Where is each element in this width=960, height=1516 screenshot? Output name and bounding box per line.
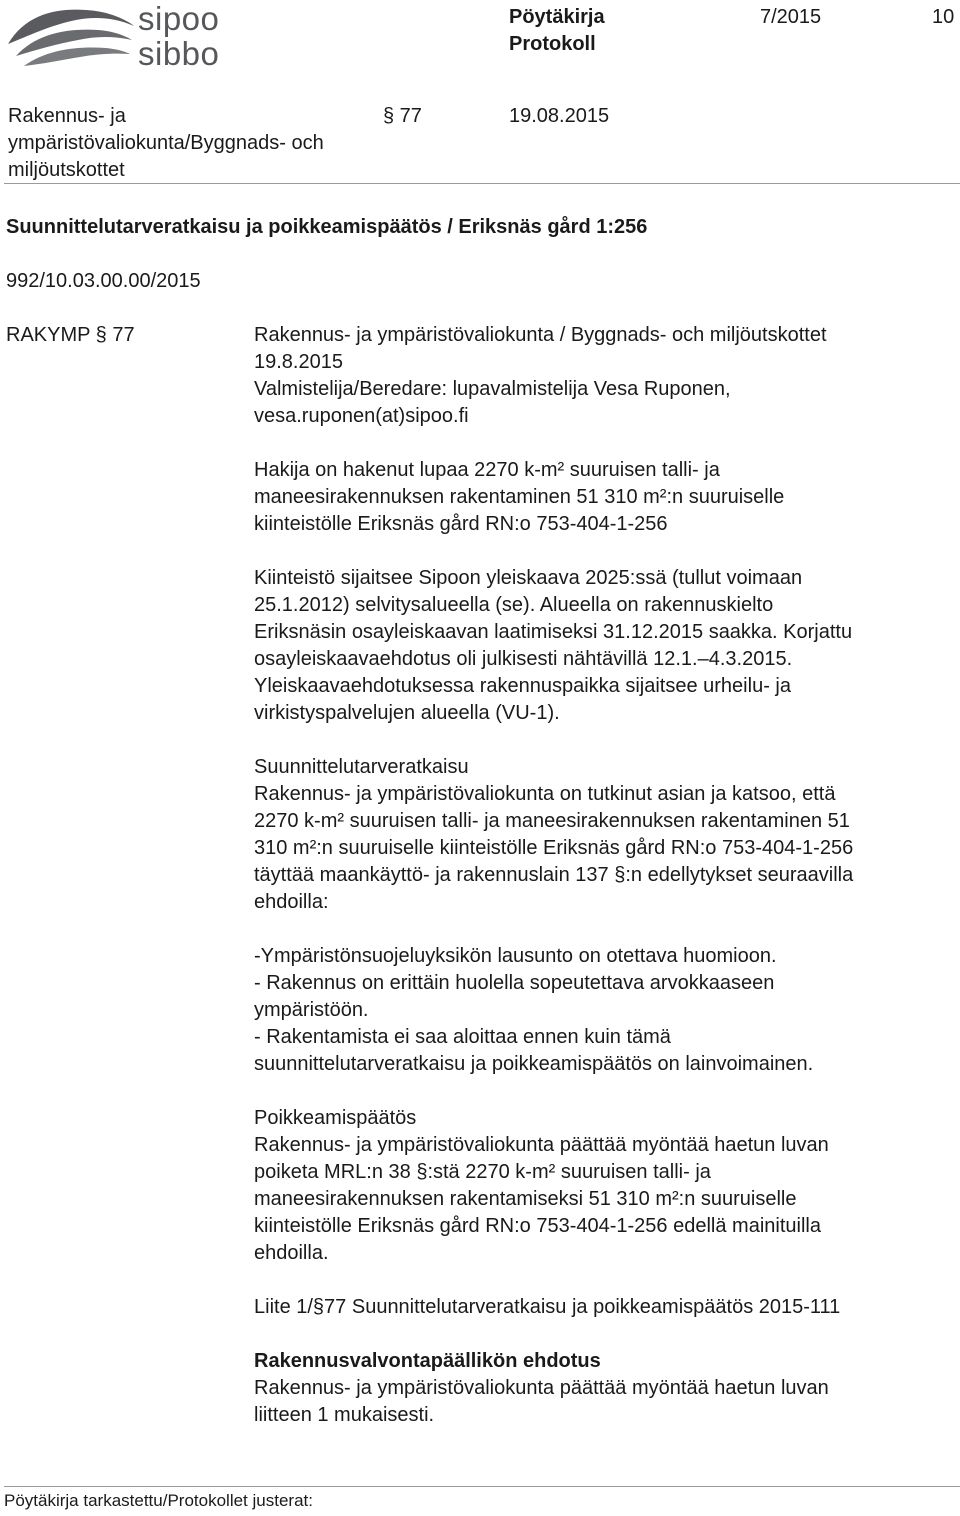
p2-line-3: Eriksnäsin osayleiskaavan laatimiseksi 31.12.2015 saakka. Korjattu bbox=[254, 621, 853, 643]
p3-line-5: täyttää maankäyttö- ja rakennuslain 137 §:n edellytykset seuraavilla bbox=[254, 864, 854, 886]
intro-line-4: vesa.ruponen(at)sipoo.fi bbox=[254, 405, 469, 427]
case-title: Suunnittelutarveratkaisu ja poikkeamispäätös / Eriksnäs gård 1:256 bbox=[6, 216, 648, 238]
meeting-body bbox=[8, 103, 388, 184]
doc-type-sv: Protokoll bbox=[509, 33, 596, 55]
p4-line-3: ympäristöön. bbox=[254, 999, 369, 1021]
p5-line-5: kiinteistölle Eriksnäs gård RN:o 753-404-1-256 edellä mainituilla bbox=[254, 1215, 821, 1237]
rakymp-label: RAKYMP § 77 bbox=[6, 324, 135, 346]
p1-line-1: Hakija on hakenut lupaa 2270 k-m² suuruisen talli- ja bbox=[254, 459, 720, 481]
intro-line-2: 19.8.2015 bbox=[254, 351, 343, 373]
intro-line-1: Rakennus- ja ympäristövaliokunta / Byggnads- och miljöutskottet bbox=[254, 324, 827, 346]
sipoo-wave-logo-icon bbox=[6, 4, 136, 70]
meeting-date: 19.08.2015 bbox=[509, 105, 610, 127]
p5-line-4: maneesirakennuksen rakentamiseksi 51 310 m²:n suuruiselle bbox=[254, 1188, 797, 1210]
p4-line-2: - Rakennus on erittäin huolella sopeutettava arvokkaaseen bbox=[254, 972, 775, 994]
p2-line-1: Kiinteistö sijaitsee Sipoon yleiskaava 2025:ssä (tullut voimaan bbox=[254, 567, 803, 589]
p1-line-2: maneesirakennuksen rakentaminen 51 310 m²:n suuruiselle bbox=[254, 486, 785, 508]
logo-line-2: sibbo bbox=[138, 35, 220, 72]
p3-line-6: ehdoilla: bbox=[254, 891, 329, 913]
p3-line-2: Rakennus- ja ympäristövaliokunta on tutkinut asian ja katsoo, että bbox=[254, 783, 836, 805]
meeting-section: § 77 bbox=[383, 105, 422, 127]
doc-number: 7/2015 bbox=[760, 6, 822, 28]
p1-line-3: kiinteistölle Eriksnäs gård RN:o 753-404-1-256 bbox=[254, 513, 668, 535]
p3-line-3: 2270 k-m² suuruisen talli- ja maneesirakennuksen rakentaminen 51 bbox=[254, 810, 850, 832]
footer-divider bbox=[4, 1486, 960, 1487]
p3-line-4: 310 m²:n suuruiselle kiinteistölle Eriksnäs gård RN:o 753-404-1-256 bbox=[254, 837, 854, 859]
page-number: 10 bbox=[932, 6, 955, 28]
p2-line-2: 25.1.2012) selvitysalueella (se). Alueella on rakennuskielto bbox=[254, 594, 774, 616]
proposal-line-2: liitteen 1 mukaisesti. bbox=[254, 1404, 435, 1426]
footer-text: Pöytäkirja tarkastettu/Protokollet justerat: bbox=[4, 1491, 313, 1510]
meeting-body-line-2: ympäristövaliokunta/Byggnads- och bbox=[8, 132, 324, 154]
attachment-line: Liite 1/§77 Suunnittelutarveratkaisu ja poikkeamispäätös 2015-111 bbox=[254, 1296, 841, 1318]
meeting-body-line-3: miljöutskottet bbox=[8, 159, 125, 181]
p2-line-5: Yleiskaavaehdotuksessa rakennuspaikka sijaitsee urheilu- ja bbox=[254, 675, 791, 697]
p2-line-4: osayleiskaavaehdotus oli julkisesti nähtävillä 12.1.–4.3.2015. bbox=[254, 648, 793, 670]
p5-line-2: Rakennus- ja ympäristövaliokunta päättää myöntää haetun luvan bbox=[254, 1134, 829, 1156]
sipoo-logo bbox=[6, 0, 256, 72]
p2-line-6: virkistyspalvelujen alueella (VU-1). bbox=[254, 702, 560, 724]
logo-line-1: sipoo bbox=[138, 0, 220, 37]
header-divider bbox=[4, 183, 960, 184]
proposal-heading: Rakennusvalvontapäällikön ehdotus bbox=[254, 1350, 601, 1372]
meeting-body-line-1: Rakennus- ja bbox=[8, 105, 126, 127]
p4-line-5: suunnittelutarveratkaisu ja poikkeamispäätös on lainvoimainen. bbox=[254, 1053, 814, 1075]
p5-line-6: ehdoilla. bbox=[254, 1242, 329, 1264]
case-number: 992/10.03.00.00/2015 bbox=[6, 270, 201, 292]
p4-line-1: -Ympäristönsuojeluyksikön lausunto on otettava huomioon. bbox=[254, 945, 777, 967]
proposal-line-1: Rakennus- ja ympäristövaliokunta päättää myöntää haetun luvan bbox=[254, 1377, 829, 1399]
body-column bbox=[254, 322, 954, 1429]
intro-line-3: Valmistelija/Beredare: lupavalmistelija Vesa Ruponen, bbox=[254, 378, 731, 400]
doc-type-fi: Pöytäkirja bbox=[509, 6, 605, 28]
p5-heading: Poikkeamispäätös bbox=[254, 1107, 417, 1129]
p3-heading: Suunnittelutarveratkaisu bbox=[254, 756, 469, 778]
p5-line-3: poiketa MRL:n 38 §:stä 2270 k-m² suuruisen talli- ja bbox=[254, 1161, 711, 1183]
p4-line-4: - Rakentamista ei saa aloittaa ennen kuin tämä bbox=[254, 1026, 671, 1048]
